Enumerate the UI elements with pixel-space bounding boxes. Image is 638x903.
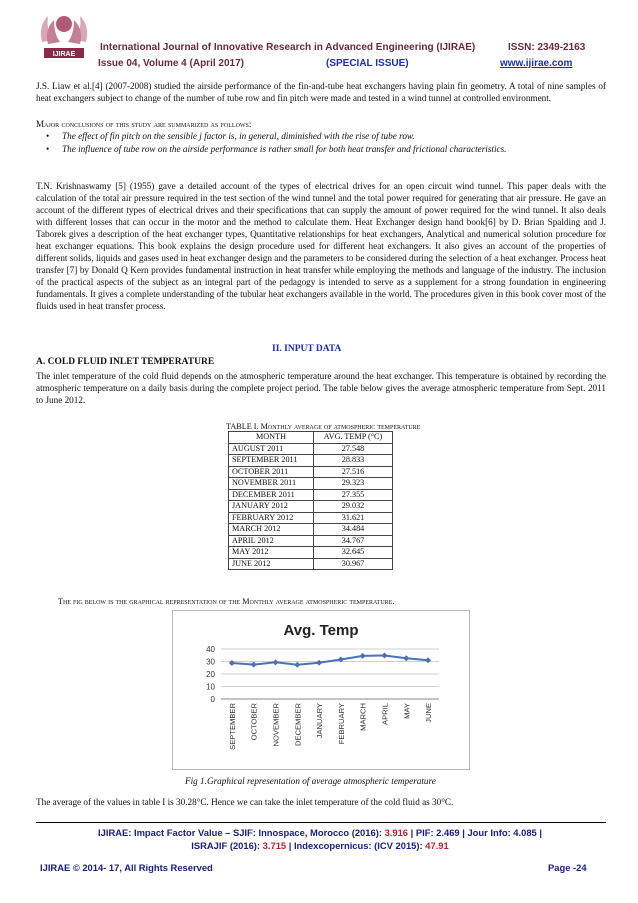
data-point bbox=[403, 655, 409, 661]
issn: ISSN: 2349-2163 bbox=[508, 42, 586, 53]
data-point bbox=[273, 659, 279, 665]
y-tick-label: 30 bbox=[206, 657, 215, 667]
cell-temp: 27.516 bbox=[314, 466, 393, 478]
special-issue: (SPECIAL ISSUE) bbox=[326, 58, 409, 69]
data-point bbox=[382, 653, 388, 659]
bullet-fin-pitch: • The effect of fin pitch on the sensible j factor is, in general, diminished with the rise of tube row. bbox=[62, 130, 590, 142]
cell-month: MARCH 2012 bbox=[229, 524, 314, 536]
figure-intro: The fig below is the graphical representation of the Monthly average atmospheric temperature. bbox=[58, 597, 395, 606]
cell-month: JANUARY 2012 bbox=[229, 501, 314, 513]
cell-month: DECEMBER 2011 bbox=[229, 489, 314, 501]
footer-line2-c: | Indexcopernicus: (ICV 2015): bbox=[286, 840, 426, 851]
cell-month: SEPTEMBER 2011 bbox=[229, 455, 314, 467]
cell-temp: 34.484 bbox=[314, 524, 393, 536]
footer-line2-a: ISRAJIF (2016): bbox=[191, 840, 263, 851]
y-tick-label: 0 bbox=[210, 695, 215, 704]
bullet-tube-row: • The influence of tube row on the airside performance is rather small for both heat transfer and frictional characteristics. bbox=[62, 143, 590, 155]
paragraph-inlet-temp: The inlet temperature of the cold fluid depends on the atmospheric temperature around the heat exchanger. This temperature is obtained by recording the atmospheric temperature on a daily basis during the complete project period. The table below gives the average atmospheric temperature from Sept. 2011 to June 2012. bbox=[36, 371, 606, 405]
table-row bbox=[229, 524, 393, 536]
table-row bbox=[229, 501, 393, 513]
copyright: IJIRAE © 2014- 17, All Rights Reserved bbox=[40, 862, 213, 873]
x-tick-label: JANUARY bbox=[315, 703, 325, 739]
table-row bbox=[229, 535, 393, 547]
y-tick-label: 40 bbox=[206, 645, 215, 654]
cell-month: NOVEMBER 2011 bbox=[229, 478, 314, 490]
x-tick-label: JUNE bbox=[424, 703, 434, 723]
summary-intro: Major conclusions of this study are summarized as follows: bbox=[36, 119, 252, 129]
avg-temp-chart bbox=[173, 611, 469, 769]
chart-title: Avg. Temp bbox=[283, 622, 359, 639]
table-row bbox=[229, 558, 393, 570]
cell-temp: 28.833 bbox=[314, 455, 393, 467]
issue-info: Issue 04, Volume 4 (April 2017) bbox=[98, 58, 244, 69]
footer-metrics bbox=[60, 826, 580, 852]
col-header-month: MONTH bbox=[229, 432, 314, 444]
temperature-table bbox=[228, 431, 393, 570]
table-row bbox=[229, 443, 393, 455]
figure-caption: Fig 1.Graphical representation of average atmospheric temperature bbox=[185, 776, 436, 786]
x-tick-label: SEPTEMBER bbox=[227, 703, 237, 750]
cell-month: JUNE 2012 bbox=[229, 558, 314, 570]
data-point bbox=[360, 653, 366, 659]
data-point bbox=[294, 662, 300, 668]
cell-month: OCTOBER 2011 bbox=[229, 466, 314, 478]
table-row bbox=[229, 512, 393, 524]
cell-month: MAY 2012 bbox=[229, 547, 314, 559]
table-row bbox=[229, 547, 393, 559]
series-line bbox=[232, 656, 428, 665]
website-link[interactable]: www.ijirae.com bbox=[500, 58, 573, 69]
footer-line1-a: IJIRAE: Impact Factor Value – SJIF: Innospace, Morocco (2016): bbox=[98, 827, 385, 838]
footer-sjif-value: 3.916 bbox=[384, 827, 409, 838]
cell-month: FEBRUARY 2012 bbox=[229, 512, 314, 524]
x-tick-label: OCTOBER bbox=[249, 703, 259, 741]
page-number: Page -24 bbox=[548, 862, 587, 873]
subsection-title: A. COLD FLUID INLET TEMPERATURE bbox=[36, 357, 215, 367]
cell-temp: 27.548 bbox=[314, 443, 393, 455]
chart-frame bbox=[172, 610, 470, 770]
cell-month: APRIL 2012 bbox=[229, 535, 314, 547]
footer-israjif-value: 3.715 bbox=[262, 840, 287, 851]
section-title: II. INPUT DATA bbox=[272, 344, 342, 354]
table-row bbox=[229, 478, 393, 490]
cell-month: AUGUST 2011 bbox=[229, 443, 314, 455]
table-caption: TABLE I. Monthly average of atmospheric temperature bbox=[226, 422, 421, 431]
x-tick-label: DECEMBER bbox=[293, 703, 303, 747]
data-point bbox=[229, 660, 235, 666]
data-point bbox=[425, 657, 431, 663]
journal-title: International Journal of Innovative Research in Advanced Engineering (IJIRAE) bbox=[100, 42, 476, 53]
footer-line1-c: | PIF: 2.469 | Jour Info: 4.085 | bbox=[408, 827, 542, 838]
y-tick-label: 10 bbox=[206, 682, 215, 692]
table-row bbox=[229, 466, 393, 478]
table-row bbox=[229, 455, 393, 467]
y-tick-label: 20 bbox=[206, 670, 215, 679]
x-tick-label: FEBRUARY bbox=[336, 703, 346, 745]
x-tick-label: APRIL bbox=[380, 703, 390, 725]
paragraph-liaw: J.S. Liaw et al.[4] (2007-2008) studied the airside performance of the fin-and-tube heat exchangers having plain fin geometry. A total of nine samples of heat exchangers subject to change of the number of tube row and fin pitch were made and tested in a wind tunnel at controlled environment. bbox=[36, 81, 606, 103]
data-point bbox=[316, 660, 322, 666]
footer-rule bbox=[36, 822, 606, 823]
x-tick-label: MARCH bbox=[358, 703, 368, 731]
cell-temp: 32.645 bbox=[314, 547, 393, 559]
col-header-temp: AVG. TEMP (°C) bbox=[314, 432, 393, 444]
journal-logo bbox=[34, 6, 94, 66]
cell-temp: 30.967 bbox=[314, 558, 393, 570]
cell-temp: 31.621 bbox=[314, 512, 393, 524]
cell-temp: 29.323 bbox=[314, 478, 393, 490]
footer-icv-value: 47.91 bbox=[425, 840, 449, 851]
x-tick-label: NOVEMBER bbox=[271, 703, 281, 747]
paragraph-average: The average of the values in table I is 30.28°C. Hence we can take the inlet temperature of the cold fluid as 30°C. bbox=[36, 797, 454, 807]
data-point bbox=[251, 662, 257, 668]
logo-text: IJIRAE bbox=[52, 51, 76, 58]
table-row bbox=[229, 489, 393, 501]
cell-temp: 29.032 bbox=[314, 501, 393, 513]
paragraph-krishnaswamy: T.N. Krishnaswamy [5] (1955) gave a detailed account of the types of electrical drives for an open circuit wind tunnel. This paper deals with the calculation of the total air pressure required in the test section of the wind tunnel and the total power required for generating that air pressure. He gave an account of the different types of electrical drives and their specifications that can supply the amount of power required for the wind tunnel. It also deals with different losses that can occur in the motor and the method to calculate them. Heat Exchanger design hand book[6] by D. Brian Spalding and J. Taborek gives a description of the heat exchanger types, Quantitative relationships for heat exchangers, Analytical and numerical solution procedure for heat exchanger equations. This book explains the design procedure used for different heat exchangers. It also gives an account of the properties of different solids, liquids and gases used in heat exchanger design and the parameters to be considered during the selection of a heat exchanger. Process heat transfer [7] by Donald Q Kern provides fundamental instruction in heat transfer while employing the methods and language of the industry. The inclusion of the practical aspects of the subject as an integral part of the pedagogy is intended to serve as a supplement for a strong foundation in engineering fundamentals. It gives a complete understanding of the tubular heat exchangers available in the world. The procedures given in this book cover most of the fluids used in heat transfer process. bbox=[36, 181, 606, 311]
table-header-row bbox=[229, 432, 393, 444]
cell-temp: 27.355 bbox=[314, 489, 393, 501]
cell-temp: 34.767 bbox=[314, 535, 393, 547]
x-tick-label: MAY bbox=[402, 703, 412, 719]
